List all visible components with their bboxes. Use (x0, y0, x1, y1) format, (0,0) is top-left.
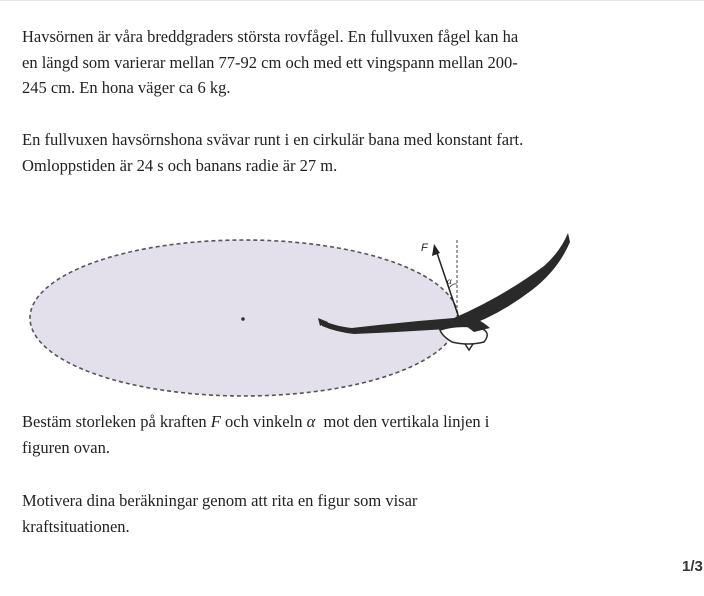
task-text: och vinkeln (220, 412, 307, 431)
instruction-line: kraftsituationen. (22, 516, 130, 536)
alpha-symbol: α (306, 412, 316, 431)
intro-line: en längd som varierar mellan 77-92 cm och med ett vingspann mellan 200- (22, 52, 518, 72)
intro-line: 245 cm. En hona väger ca 6 kg. (22, 78, 231, 97)
force-symbol: F (210, 412, 221, 431)
center-dot (241, 317, 245, 321)
task-paragraph (22, 409, 582, 460)
angle-label: α (447, 276, 452, 286)
top-divider (0, 0, 704, 1)
scenario-line: Omloppstiden är 24 s och banans radie är 27 m. (22, 155, 338, 175)
instruction-paragraph (22, 488, 582, 539)
scenario-line: En fullvuxen havsörnshona svävar runt i en cirkulär bana med konstant fart. (22, 130, 524, 149)
force-label: F (421, 242, 428, 254)
task-line (22, 409, 582, 435)
eagle-circular-path-figure (22, 228, 582, 403)
intro-paragraph (22, 24, 582, 101)
instruction-line: Motivera dina beräkningar genom att rita en figur som visar (22, 491, 418, 510)
task-line: figuren ovan. (22, 437, 110, 457)
page-indicator: 1/3 (682, 558, 703, 575)
scenario-paragraph (22, 127, 582, 178)
force-arrowhead (432, 244, 440, 256)
task-text: Bestäm storleken på kraften (22, 412, 211, 431)
task-text: mot den vertikala linjen i (315, 412, 490, 431)
intro-line: Havsörnen är våra breddgraders största rovfågel. En fullvuxen fågel kan ha (22, 27, 519, 46)
